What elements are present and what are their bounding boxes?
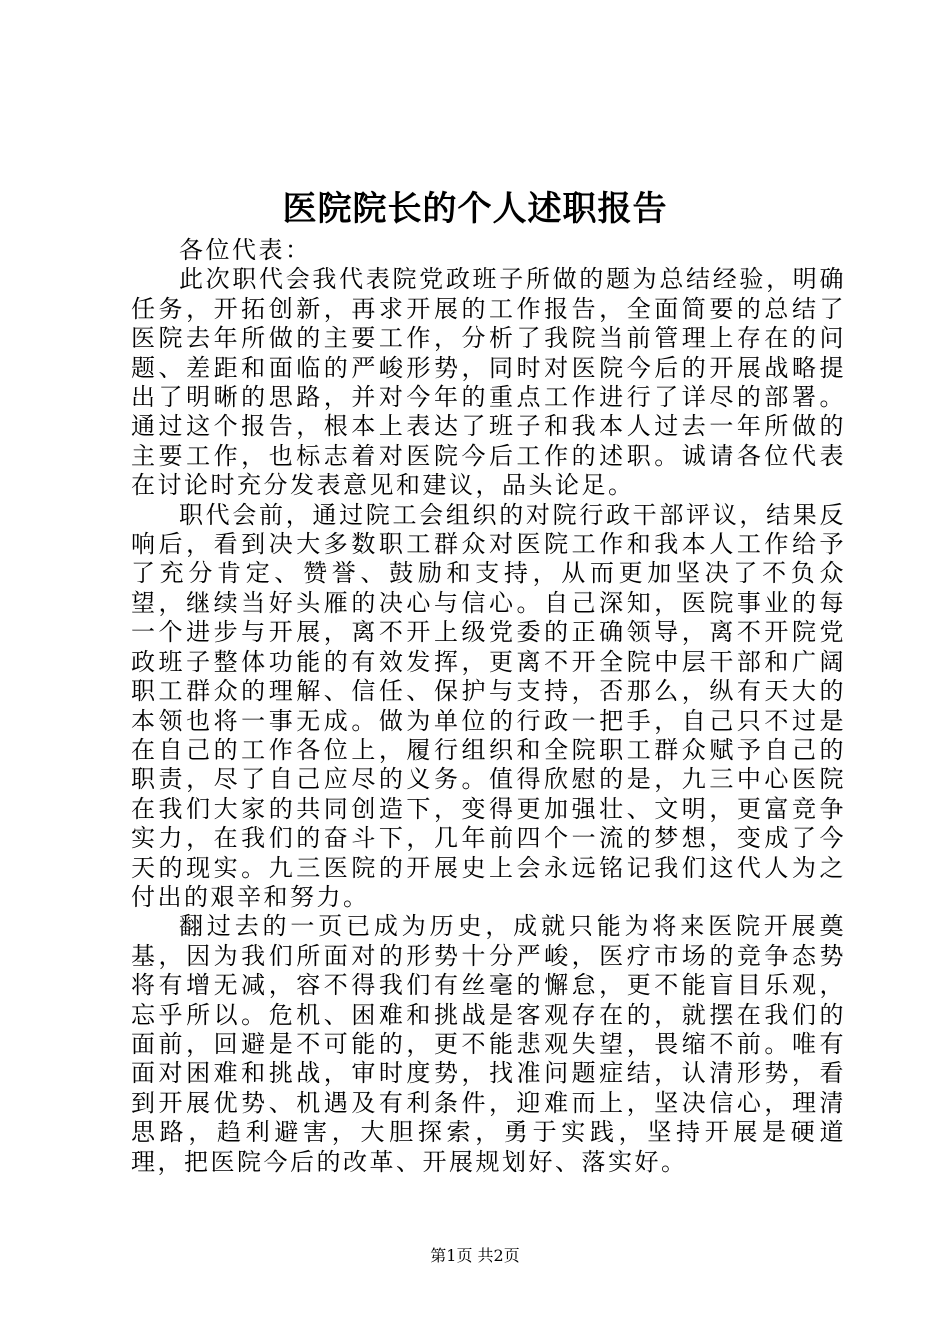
page-footer: 第1页 共2页 xyxy=(430,1246,520,1265)
paragraph-3: 翻过去的一页已成为历史，成就只能为将来医院开展奠基，因为我们所面对的形势十分严峻，医疗市场的竞争态势将有增无减，容不得我们有丝毫的懈怠，更不能盲目乐观，忘乎所以。危机、困难和挑战是客观存在的，就摆在我们的面前，回避是不可能的，更不能悲观失望，畏缩不前。唯有面对困难和挑战，审时度势，找准问题症结，认清形势，看到开展优势、机遇及有利条件，迎难而上，坚决信心，理清思路，趋利避害，大胆探索，勇于实践，坚持开展是硬道理，把医院今后的改革、开展规划好、落实好。 xyxy=(131,912,846,1176)
document-title: 医院院长的个人述职报告 xyxy=(282,189,668,229)
paragraph-2: 职代会前，通过院工会组织的对院行政干部评议，结果反响后，看到决大多数职工群众对医院工作和我本人工作给予了充分肯定、赞誉、鼓励和支持，从而更加坚决了不负众望，继续当好头雁的决心与信心。自己深知，医院事业的每一个进步与开展，离不开上级党委的正确领导，离不开院党政班子整体功能的有效发挥，更离不开全院中层干部和广阔职工群众的理解、信任、保护与支持，否那么，纵有天大的本领也将一事无成。做为单位的行政一把手，自己只不过是在自己的工作各位上，履行组织和全院职工群众赋予自己的职责，尽了自己应尽的义务。值得欣慰的是，九三中心医院在我们大家的共同创造下，变得更加强壮、文明，更富竞争实力，在我们的奋斗下，几年前四个一流的梦想，变成了今天的现实。九三医院的开展史上会永远铭记我们这代人为之付出的艰辛和努力。 xyxy=(131,500,846,911)
document-body xyxy=(131,236,846,1177)
salutation: 各位代表： xyxy=(179,236,312,264)
paragraph-1: 此次职代会我代表院党政班子所做的题为总结经验，明确任务，开拓创新，再求开展的工作报告，全面简要的总结了医院去年所做的主要工作，分析了我院当前管理上存在的问题、差距和面临的严峻形势，同时对医院今后的开展战略提出了明晰的思路，并对今年的重点工作进行了详尽的部署。通过这个报告，根本上表达了班子和我本人过去一年所做的主要工作，也标志着对医院今后工作的述职。诚请各位代表在讨论时充分发表意见和建议，品头论足。 xyxy=(131,265,846,500)
